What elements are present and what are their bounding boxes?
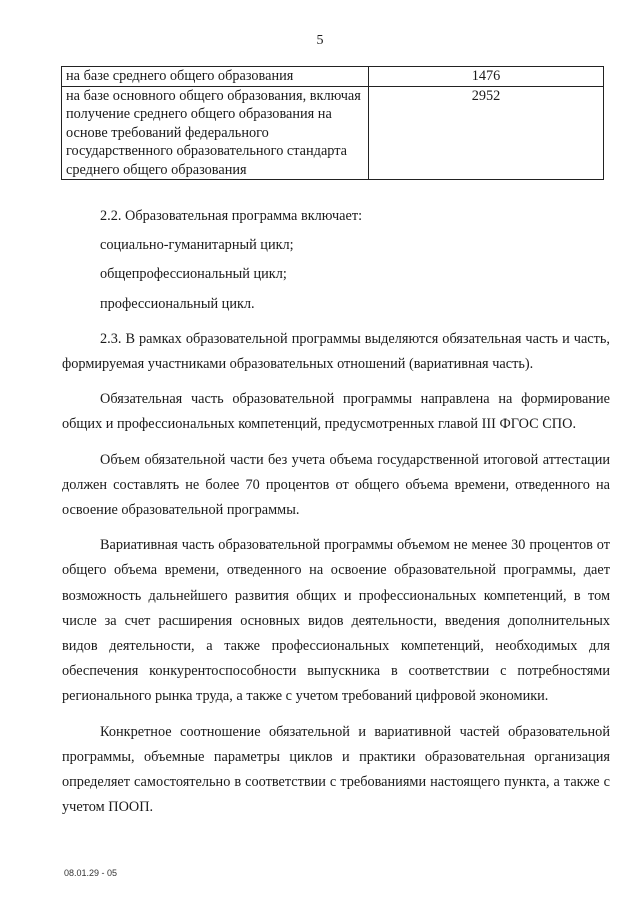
paragraph-program-composition: 2.2. Образовательная программа включает: xyxy=(100,208,363,224)
table-cell-description: на базе основного общего образования, включая получение среднего общего образования на основе требований федерального государственного образовательного стандарта среднего общего образования xyxy=(62,86,369,180)
table-cell-value: 2952 xyxy=(369,86,604,180)
table-cell-value: 1476 xyxy=(369,67,604,87)
table-row xyxy=(62,67,604,87)
paragraph-program-parts: 2.3. В рамках образовательной программы выделяются обязательная часть и часть, формируемая участниками образовательных отношений (вариативная часть). xyxy=(62,330,610,373)
table-cell-description: на базе среднего общего образования xyxy=(62,67,369,87)
page-number: 5 xyxy=(316,33,324,48)
paragraph-ratio: Конкретное соотношение обязательной и вариативной частей образовательной программы, объемные параметры циклов и практики образовательная организация определяет самостоятельно в соответствии с требованиями настоящего пункта, а также с учетом ПООП. xyxy=(62,723,610,816)
paragraph-variable-part: Вариативная часть образовательной программы объемом не менее 30 процентов от общего объема времени, отведенного на освоение образовательной программы, дает возможность дальнейшего развития общих и профессиональных компетенций, в том числе за счет расширения основных видов деятельности, введения дополнительных видов деятельности, а также профессиональных компетенций, необходимых для обеспечения конкурентоспособности выпускника в соответствии с потребностями регионального рынка труда, а также с учетом требований цифровой экономики. xyxy=(62,537,610,705)
paragraph-mandatory-volume: Объем обязательной части без учета объема государственной итоговой аттестации должен составлять не более 70 процентов от общего объема времени, отведенного на освоение образовательной программы. xyxy=(62,451,610,519)
footer-document-code: 08.01.29 - 05 xyxy=(64,868,118,878)
list-item: общепрофессиональный цикл; xyxy=(100,266,287,283)
list-item: социально-гуманитарный цикл; xyxy=(100,237,294,254)
paragraph-mandatory-part: Обязательная часть образовательной программы направлена на формирование общих и профессиональных компетенций, предусмотренных главой III ФГОС СПО. xyxy=(62,391,610,433)
table-row xyxy=(62,86,604,180)
program-volume-table xyxy=(61,66,604,180)
list-item: профессиональный цикл. xyxy=(100,295,255,312)
document-body xyxy=(62,204,610,820)
